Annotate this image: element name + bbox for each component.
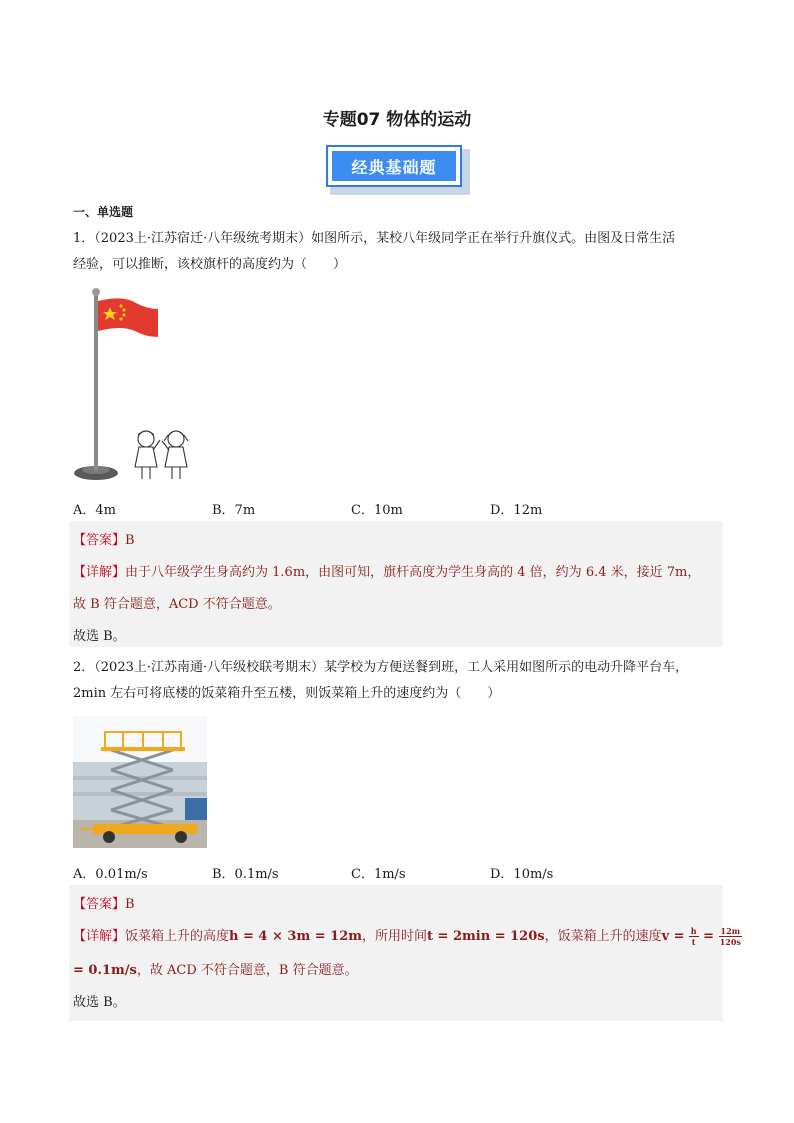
- question-2-line-1: 2．（2023上·江苏南通·八年级校联考期末）某学校为方便送餐到班，工人采用如图所示的电动升降平台车，: [73, 660, 689, 675]
- speed-result: = 0.1m/s: [73, 963, 137, 978]
- fraction-values: $\frac{12m}{120s}$: [719, 926, 741, 947]
- scissor-lift-photo: [73, 716, 207, 848]
- flagpole-figure: [72, 285, 202, 487]
- option-d[interactable]: D．12m: [490, 503, 543, 518]
- option-c[interactable]: C．1m/s: [351, 867, 406, 882]
- option-b[interactable]: B．0.1m/s: [212, 867, 279, 882]
- badge-frame: [326, 145, 462, 187]
- question-1-options: [73, 499, 673, 518]
- speed-formula: v =: [661, 929, 685, 944]
- detail-row: [73, 561, 700, 580]
- answer-value: B: [125, 897, 135, 912]
- detail-text: 饭菜箱上升的高度: [125, 929, 230, 944]
- badge-label: 经典基础题: [332, 151, 456, 181]
- detail-row-2: = 0.1m/s，故 ACD 不符合题意，B 符合题意。: [73, 963, 358, 978]
- answer-row: [73, 529, 135, 548]
- answer-label: 【答案】: [73, 533, 126, 548]
- option-a[interactable]: A．4m: [73, 503, 116, 518]
- option-d[interactable]: D．10m/s: [490, 867, 554, 882]
- answer-label: 【答案】: [73, 897, 126, 912]
- option-b[interactable]: B．7m: [212, 503, 256, 518]
- question-1-stem: [73, 226, 725, 278]
- detail-text: 由于八年级学生身高约为 1.6m，由图可知，旗杆高度为学生身高的 4 倍，约为 6.4 米，接近 7m，: [125, 565, 701, 580]
- answer-row: [73, 893, 135, 912]
- detail-row: 【详解】饭菜箱上升的高度h = 4 × 3m = 12m，所用时间t = 2min = 120s，饭菜箱上升的速度v = $\frac{h}{t}$ = $\frac{12m}{120s}$: [73, 926, 741, 947]
- page-title: 专题07 物体的运动: [322, 110, 472, 130]
- category-badge: [326, 145, 470, 195]
- detail-row-2: 故 B 符合题意，ACD 不符合题意。: [73, 597, 281, 612]
- option-c[interactable]: C．10m: [351, 503, 403, 518]
- question-2-stem: [73, 655, 725, 707]
- flagpole-top: [92, 288, 100, 296]
- height-formula: h = 4 × 3m = 12m: [229, 929, 363, 944]
- conclusion: 故选 B。: [73, 629, 126, 644]
- time-formula: t = 2min = 120s: [427, 929, 545, 944]
- question-1-line-2: 经验，可以推断，该校旗杆的高度约为（ ）: [73, 257, 347, 272]
- conclusion: 故选 B。: [73, 995, 126, 1010]
- question-2-options: [73, 863, 673, 882]
- question-1-line-1: 1．（2023上·江苏宿迁·八年级统考期末）如图所示，某校八年级同学正在举行升旗仪式。由图及日常生活: [73, 231, 676, 246]
- fraction-h-over-t: $\frac{h}{t}$: [690, 926, 697, 947]
- option-a[interactable]: A．0.01m/s: [73, 867, 148, 882]
- question-2-solution: [69, 885, 741, 1021]
- detail-label: 【详解】: [73, 565, 126, 580]
- flagpole: [94, 293, 98, 471]
- students-illustration: [135, 431, 188, 479]
- question-2-line-2: 2min 左右可将底楼的饭菜箱升至五楼，则饭菜箱上升的速度约为（ ）: [73, 686, 501, 701]
- section-heading: 一、单选题: [73, 205, 134, 219]
- answer-value: B: [125, 533, 135, 548]
- detail-label: 【详解】: [73, 929, 126, 944]
- question-1-solution: [69, 521, 723, 647]
